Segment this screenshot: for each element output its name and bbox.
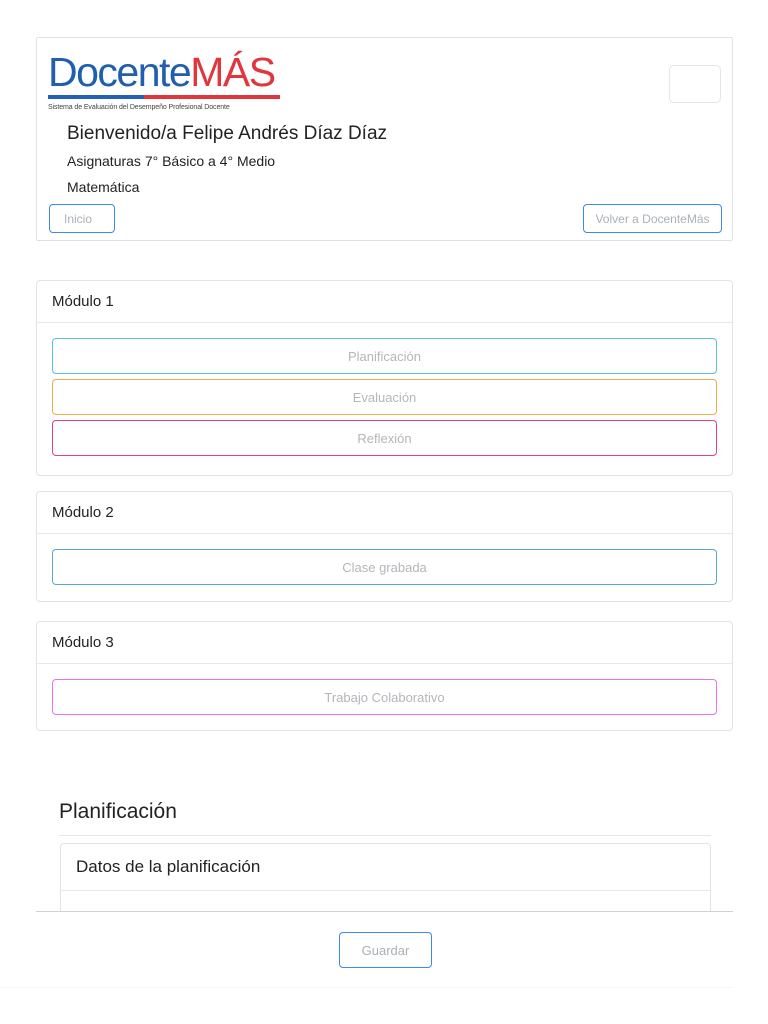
guardar-button[interactable]: Guardar xyxy=(339,932,432,968)
clase-grabada-button[interactable]: Clase grabada xyxy=(52,549,717,585)
logo-tagline: Sistema de Evaluación del Desempeño Profesional Docente xyxy=(48,104,230,111)
module-body xyxy=(37,534,732,605)
module-title: Módulo 3 xyxy=(37,622,732,664)
evaluacion-button[interactable]: Evaluación xyxy=(52,379,717,415)
footer-divider xyxy=(36,911,733,912)
footer-bar xyxy=(0,911,768,1024)
level-label: Asignaturas 7° Básico a 4° Medio xyxy=(67,153,276,169)
logo-wordmark xyxy=(48,50,284,94)
logo-underline-bar xyxy=(48,95,280,99)
data-card-header: Datos de la planificación xyxy=(61,844,710,891)
inicio-button[interactable]: Inicio xyxy=(49,204,115,233)
header-card xyxy=(36,37,733,241)
module-body xyxy=(37,323,732,476)
welcome-message: Bienvenido/a Felipe Andrés Díaz Díaz xyxy=(67,123,388,144)
module-card-1 xyxy=(36,280,733,476)
module-title: Módulo 1 xyxy=(37,281,732,323)
planificacion-button[interactable]: Planificación xyxy=(52,338,717,374)
reflexion-button[interactable]: Reflexión xyxy=(52,420,717,456)
module-title: Módulo 2 xyxy=(37,492,732,534)
footer-line xyxy=(0,987,733,988)
logo-mas-text: MÁS xyxy=(190,49,275,95)
module-body xyxy=(37,664,732,735)
module-card-3 xyxy=(36,621,733,731)
logo-docente-text: Docente xyxy=(48,49,191,95)
user-menu-box[interactable] xyxy=(669,65,721,103)
section-title: Planificación xyxy=(59,800,177,823)
trabajo-colaborativo-button[interactable]: Trabajo Colaborativo xyxy=(52,679,717,715)
subject-label: Matemática xyxy=(67,179,140,195)
docentemas-logo xyxy=(48,50,284,111)
module-card-2 xyxy=(36,491,733,602)
section-divider xyxy=(59,835,711,836)
planificacion-data-card xyxy=(60,843,711,918)
volver-docentemas-button[interactable]: Volver a DocenteMás xyxy=(583,204,722,233)
